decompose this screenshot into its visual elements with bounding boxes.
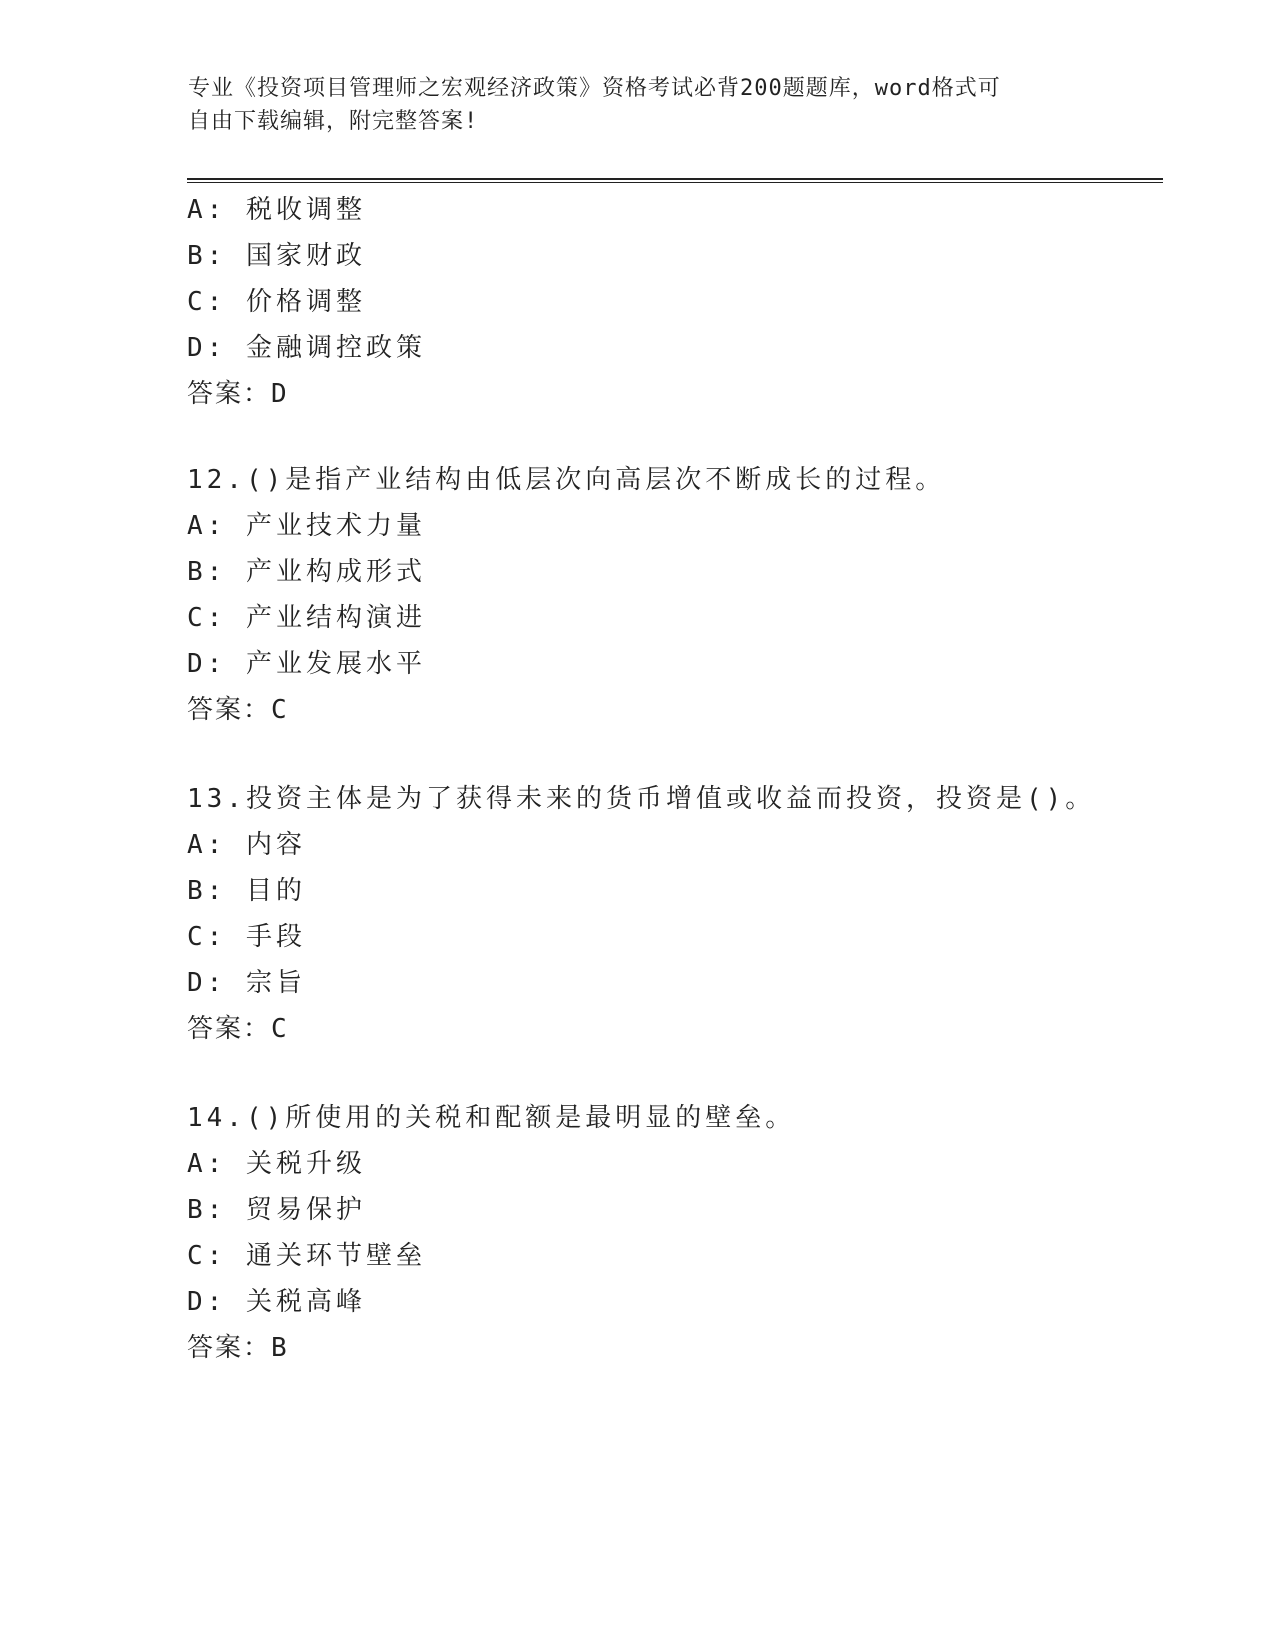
header-line-2: 自由下载编辑，附完整答案! bbox=[188, 109, 479, 134]
option-d: D: 关税高峰 bbox=[187, 1287, 366, 1317]
answer-line bbox=[187, 371, 1187, 417]
question-stem: 13.投资主体是为了获得未来的货币增值或收益而投资，投资是()。 bbox=[187, 784, 1096, 814]
question-14 bbox=[187, 1095, 1187, 1371]
question-stem: 12.()是指产业结构由低层次向高层次不断成长的过程。 bbox=[187, 465, 946, 495]
answer-label: 答案： bbox=[187, 695, 272, 725]
header-divider bbox=[187, 178, 1163, 183]
option-c: C: 手段 bbox=[187, 922, 306, 952]
option-d: D: 宗旨 bbox=[187, 968, 306, 998]
answer-line bbox=[187, 1006, 1187, 1052]
option-b: B: 目的 bbox=[187, 876, 306, 906]
document-header bbox=[188, 72, 1088, 138]
option-a: A: 关税升级 bbox=[187, 1149, 366, 1179]
answer-label: 答案： bbox=[187, 1333, 272, 1363]
question-stem: 14.()所使用的关税和配额是最明显的壁垒。 bbox=[187, 1103, 796, 1133]
answer-value: C bbox=[271, 695, 289, 725]
answer-label: 答案： bbox=[187, 1014, 272, 1044]
question-12 bbox=[187, 457, 1187, 733]
answer-value: C bbox=[271, 1014, 289, 1044]
answer-line bbox=[187, 1325, 1187, 1371]
question-13 bbox=[187, 776, 1187, 1052]
answer-value: D bbox=[271, 379, 289, 409]
question-11-partial bbox=[187, 187, 1187, 417]
header-line-1: 专业《投资项目管理师之宏观经济政策》资格考试必背200题题库，word格式可 bbox=[188, 76, 1001, 101]
option-b: B: 贸易保护 bbox=[187, 1195, 366, 1225]
option-c: C: 价格调整 bbox=[187, 287, 366, 317]
answer-value: B bbox=[271, 1333, 289, 1363]
option-d: D: 金融调控政策 bbox=[187, 333, 426, 363]
option-a: A: 税收调整 bbox=[187, 195, 366, 225]
answer-label: 答案： bbox=[187, 379, 272, 409]
option-d: D: 产业发展水平 bbox=[187, 649, 426, 679]
option-b: B: 产业构成形式 bbox=[187, 557, 426, 587]
option-a: A: 内容 bbox=[187, 830, 306, 860]
answer-line bbox=[187, 687, 1187, 733]
option-c: C: 通关环节壁垒 bbox=[187, 1241, 426, 1271]
option-b: B: 国家财政 bbox=[187, 241, 366, 271]
option-c: C: 产业结构演进 bbox=[187, 603, 426, 633]
option-a: A: 产业技术力量 bbox=[187, 511, 426, 541]
